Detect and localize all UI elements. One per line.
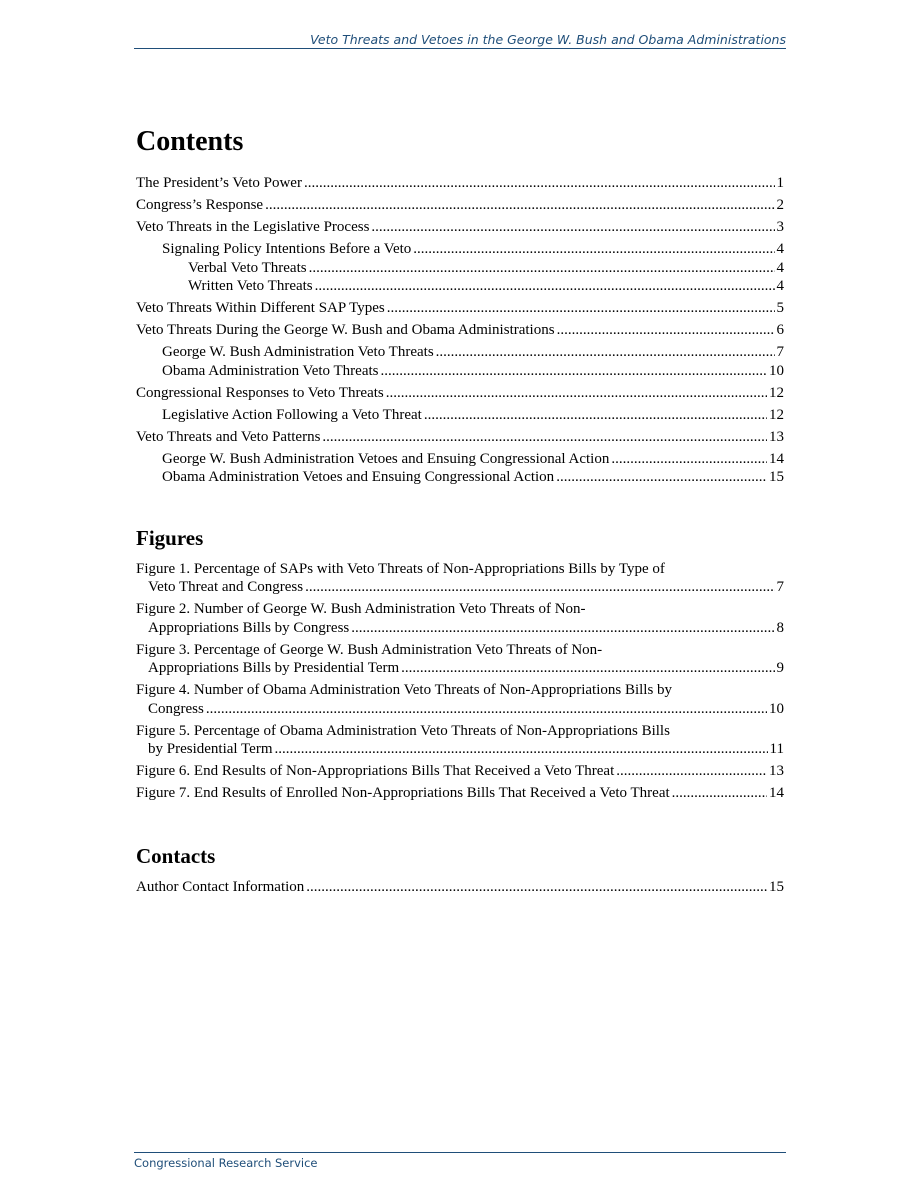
- figure-entry[interactable]: [136, 681, 784, 718]
- toc-entry[interactable]: [136, 428, 784, 447]
- toc-entry-label: Veto Threats Within Different SAP Types: [136, 300, 385, 316]
- dot-leader: [436, 343, 775, 362]
- contacts-section: [136, 843, 784, 897]
- figure-entry-page: 14: [769, 785, 784, 801]
- toc-entry-page: 4: [776, 259, 784, 276]
- toc-entry-label: Verbal Veto Threats: [188, 259, 307, 276]
- toc-entry-page: 5: [776, 300, 784, 316]
- figure-entry-line2: by Presidential Term: [148, 741, 273, 757]
- figure-entry[interactable]: [136, 762, 784, 781]
- toc-entry-label: Obama Administration Veto Threats: [162, 362, 379, 379]
- dot-leader: [672, 784, 767, 803]
- figure-entry-line1: Figure 1. Percentage of SAPs with Veto Threats of Non-Appropriations Bills by Type of: [136, 560, 665, 577]
- running-footer: [134, 1152, 786, 1170]
- dot-leader: [386, 384, 767, 403]
- toc-entry-page: 12: [769, 406, 784, 423]
- figure-entry[interactable]: [136, 641, 784, 678]
- contact-entry-page: 15: [769, 878, 784, 895]
- toc-entry[interactable]: [136, 196, 784, 215]
- dot-leader: [351, 619, 774, 638]
- figure-entry-page: 9: [776, 660, 784, 676]
- toc-entry-page: 4: [776, 241, 784, 257]
- figure-entry-line2: Congress: [148, 700, 204, 717]
- figures-section: [136, 525, 784, 803]
- toc-entry-label: Signaling Policy Intentions Before a Veto: [162, 241, 412, 257]
- dot-leader: [322, 428, 767, 447]
- figure-entry-page: 10: [769, 700, 784, 717]
- dot-leader: [616, 762, 767, 781]
- running-header: [134, 32, 786, 49]
- figure-entry-line1: Figure 4. Number of Obama Administration Veto Threats of Non-Appropriations Bills by: [136, 682, 673, 698]
- toc-entry-page: 12: [769, 384, 784, 401]
- toc-entry[interactable]: [136, 174, 784, 193]
- toc-entry-label: The President’s Veto Power: [136, 175, 302, 191]
- figure-entry[interactable]: [136, 600, 784, 637]
- figure-entry-line1: Figure 3. Percentage of George W. Bush Administration Veto Threats of Non-: [136, 641, 603, 658]
- dot-leader: [306, 878, 767, 897]
- figure-entry-page: 8: [776, 619, 784, 636]
- dot-leader: [265, 196, 774, 215]
- toc-entry[interactable]: [136, 384, 784, 403]
- toc-entry-label: Legislative Action Following a Veto Threat: [162, 406, 422, 423]
- figure-entry-line2: Veto Threat and Congress: [148, 579, 304, 595]
- toc-entry-label: Congressional Responses to Veto Threats: [136, 384, 384, 401]
- toc-entry[interactable]: [136, 321, 784, 340]
- toc-entry-label: George W. Bush Administration Vetoes and Ensuing Congressional Action: [162, 450, 610, 467]
- dot-leader: [305, 578, 774, 597]
- figure-entry-label: Figure 7. End Results of Enrolled Non-Appropriations Bills That Received a Veto Threat: [136, 785, 670, 801]
- toc-entry-page: 2: [776, 197, 784, 213]
- toc-entry-label: Veto Threats During the George W. Bush and Obama Administrations: [136, 322, 555, 338]
- figure-entry-line1: Figure 2. Number of George W. Bush Administration Veto Threats of Non-: [136, 601, 586, 617]
- figure-entry-line2: Appropriations Bills by Presidential Term: [148, 660, 400, 676]
- figure-entry-page: 11: [769, 741, 784, 757]
- toc-entry-page: 13: [769, 428, 784, 445]
- figure-entry-page: 7: [776, 579, 784, 595]
- dot-leader: [206, 700, 767, 719]
- figure-entry-line2: Appropriations Bills by Congress: [148, 619, 350, 636]
- dot-leader: [274, 740, 767, 759]
- toc-entry-page: 3: [776, 219, 784, 235]
- figures-heading: Figures: [136, 525, 204, 550]
- contents-heading: Contents: [136, 126, 244, 157]
- toc-entry[interactable]: [136, 343, 784, 362]
- toc-entry[interactable]: [136, 450, 784, 469]
- figure-entry[interactable]: [136, 784, 784, 803]
- toc-entry-label: George W. Bush Administration Veto Threats: [162, 344, 434, 360]
- toc-entry[interactable]: [136, 218, 784, 237]
- toc-entry-page: 10: [769, 362, 784, 379]
- dot-leader: [387, 299, 775, 318]
- dot-leader: [424, 406, 767, 425]
- toc-entry-label: Veto Threats and Veto Patterns: [136, 428, 321, 445]
- toc-entry[interactable]: [136, 277, 784, 296]
- toc-entry-label: Congress’s Response: [136, 197, 264, 213]
- dot-leader: [413, 240, 774, 259]
- toc-entry[interactable]: [136, 240, 784, 259]
- toc-entry-page: 1: [776, 175, 784, 191]
- dot-leader: [381, 362, 768, 381]
- figure-entry-label: Figure 6. End Results of Non-Appropriations Bills That Received a Veto Threat: [136, 763, 615, 779]
- toc-entry-page: 4: [776, 278, 784, 294]
- toc-entry-page: 7: [776, 344, 784, 360]
- toc-entry-page: 15: [769, 469, 784, 485]
- contacts-heading: Contacts: [136, 843, 216, 868]
- contact-entry[interactable]: [136, 878, 784, 897]
- running-header-title: Veto Threats and Vetoes in the George W. Bush and Obama Administrations: [310, 32, 786, 47]
- toc-entry-label: Veto Threats in the Legislative Process: [136, 219, 370, 235]
- toc-entry-page: 14: [769, 450, 784, 467]
- toc-entry-label: Obama Administration Vetoes and Ensuing Congressional Action: [162, 469, 555, 485]
- dot-leader: [315, 277, 775, 296]
- dot-leader: [401, 659, 774, 678]
- figure-entry-page: 13: [769, 763, 784, 779]
- figure-entry-line1: Figure 5. Percentage of Obama Administration Veto Threats of Non-Appropriations Bills: [136, 722, 670, 739]
- dot-leader: [304, 174, 775, 193]
- figure-entry[interactable]: [136, 560, 784, 597]
- dot-leader: [309, 259, 775, 278]
- dot-leader: [556, 468, 767, 487]
- table-of-contents: [136, 124, 784, 896]
- toc-entry[interactable]: [136, 259, 784, 278]
- dot-leader: [611, 450, 767, 469]
- contact-entry-label: Author Contact Information: [136, 878, 305, 895]
- toc-entry[interactable]: [136, 362, 784, 381]
- toc-entry-page: 6: [776, 322, 784, 338]
- toc-entry[interactable]: [136, 468, 784, 487]
- figure-entry[interactable]: [136, 722, 784, 759]
- toc-entry-label: Written Veto Threats: [188, 278, 313, 294]
- contents-list: [136, 174, 784, 487]
- toc-entry[interactable]: [136, 299, 784, 318]
- dot-leader: [557, 321, 775, 340]
- footer-publisher: Congressional Research Service: [134, 1156, 318, 1170]
- toc-entry[interactable]: [136, 406, 784, 425]
- dot-leader: [371, 218, 774, 237]
